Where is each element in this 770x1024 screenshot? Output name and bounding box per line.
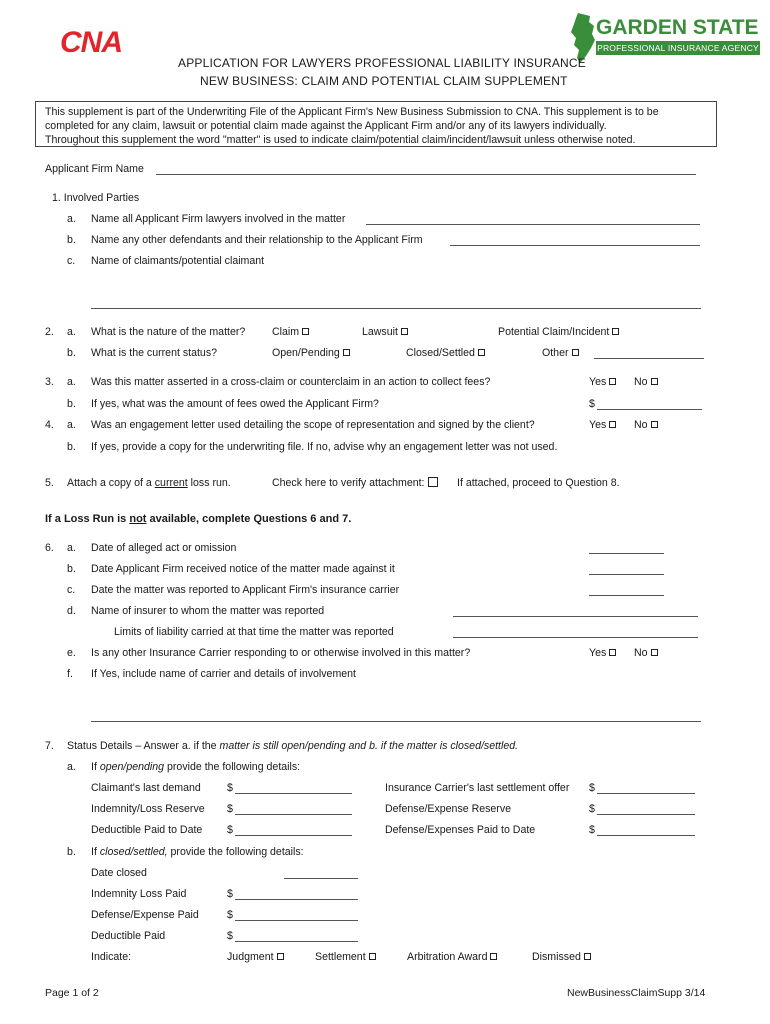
q2b-letter: b. [67,347,76,359]
defense-reserve-label: Defense/Expense Reserve [385,803,512,815]
q1a-letter: a. [67,213,76,225]
indemnity-reserve-dollar: $ [227,803,233,815]
q4b-letter: b. [67,441,76,453]
form-code: NewBusinessClaimSupp 3/14 [567,987,706,999]
q6a-text: Date of alleged act or omission [91,542,237,554]
q7b-text [91,846,304,858]
q1b-field[interactable] [450,245,700,246]
q2-claim-label: Claim [272,326,300,338]
q2-lawsuit-label: Lawsuit [362,326,398,338]
q6f-text: If Yes, include name of carrier and details of involvement [91,668,356,680]
defense-paid-dollar: $ [227,909,233,921]
q7b-italic: closed/settled, [99,846,168,858]
q5-text-current: current [154,477,188,489]
q2-other-label: Other [542,347,569,359]
q3b-text: If yes, what was the amount of fees owed the Applicant Firm? [91,398,379,410]
arbitration-option[interactable] [407,951,497,963]
q6-yes-label: Yes [589,647,607,659]
q6d-text: Name of insurer to whom the matter was reported [91,605,325,617]
settlement-option[interactable] [315,951,376,963]
q3-no-label: No [634,376,648,388]
q1c-field[interactable] [91,308,701,309]
q6-no-option[interactable] [634,647,658,659]
q5-attachment-checkbox[interactable] [428,477,438,487]
deductible-paid-date-dollar: $ [227,824,233,836]
q6b-letter: b. [67,563,76,575]
q5-check-option[interactable] [272,477,438,489]
q3-yes-option[interactable] [589,376,616,388]
q3b-letter: b. [67,398,76,410]
settlement-label: Settlement [315,951,366,963]
applicant-firm-field[interactable] [156,174,696,175]
q6-no-checkbox[interactable] [651,649,658,656]
q7-num: 7. [45,740,54,752]
q6d-field[interactable] [453,616,698,617]
q2-claim-option[interactable] [272,326,309,338]
intro-line: Throughout this supplement the word "matter" is used to indicate claim/potential claim/incident/lawsuit unless otherwise noted. [45,134,636,146]
q2a-letter: a. [67,326,76,338]
defense-paid-field[interactable] [235,920,358,921]
q3a-letter: a. [67,376,76,388]
q5-num: 5. [45,477,54,489]
q3-no-checkbox[interactable] [651,378,658,385]
q2a-text: What is the nature of the matter? [91,326,246,338]
arbitration-checkbox[interactable] [490,953,497,960]
loss-run-post: available, complete Questions 6 and 7. [146,513,352,525]
q1b-letter: b. [67,234,76,246]
q4-yes-label: Yes [589,419,607,431]
date-closed-field[interactable] [284,878,358,879]
deductible-paid-field[interactable] [235,941,358,942]
q6-no-label: No [634,647,648,659]
q6b-text: Date Applicant Firm received notice of the matter made against it [91,563,395,575]
claimant-demand-dollar: $ [227,782,233,794]
q2-potential-checkbox[interactable] [612,328,619,335]
q5-text [67,477,231,489]
q2-other-checkbox[interactable] [572,349,579,356]
q7a-pre: If [91,761,100,773]
indemnity-reserve-field[interactable] [235,814,352,815]
indicate-label: Indicate: [91,951,132,963]
defense-paid-date-field[interactable] [597,835,695,836]
settlement-checkbox[interactable] [369,953,376,960]
q1-label: 1. Involved Parties [52,192,140,204]
q3-no-option[interactable] [634,376,658,388]
q7b-letter: b. [67,846,76,858]
q6f-field[interactable] [91,721,701,722]
q6e-text: Is any other Insurance Carrier responding to or otherwise involved in this matter? [91,647,471,659]
q2-other-option[interactable] [542,347,579,359]
deductible-paid-date-field[interactable] [235,835,352,836]
q7-text [67,740,518,752]
q2-open-label: Open/Pending [272,347,340,359]
q2-closed-option[interactable] [406,347,485,359]
arbitration-label: Arbitration Award [407,951,488,963]
deductible-paid-dollar: $ [227,930,233,942]
dismissed-option[interactable] [532,951,591,963]
page-subtitle: NEW BUSINESS: CLAIM AND POTENTIAL CLAIM SUPPLEMENT [200,74,568,88]
loss-run-heading [45,513,351,525]
q6a-field[interactable] [589,553,664,554]
q2-other-field[interactable] [594,358,704,359]
defense-paid-label: Defense/Expense Paid [91,909,199,921]
q2-lawsuit-checkbox[interactable] [401,328,408,335]
carrier-offer-dollar: $ [589,782,595,794]
q3-yes-checkbox[interactable] [609,378,616,385]
indemnity-paid-dollar: $ [227,888,233,900]
page-title: APPLICATION FOR LAWYERS PROFESSIONAL LIABILITY INSURANCE [178,56,586,70]
q4a-text: Was an engagement letter used detailing the scope of representation and signed by the client? [91,419,535,431]
judgment-label: Judgment [227,951,274,963]
q7b-post: provide the following details: [167,846,304,858]
q6a-letter: a. [67,542,76,554]
q4-no-checkbox[interactable] [651,421,658,428]
gs-subtitle: PROFESSIONAL INSURANCE AGENCY [597,43,759,53]
intro-box [35,101,717,147]
judgment-checkbox[interactable] [277,953,284,960]
q3b-dollar: $ [589,398,595,410]
q5-after-text: If attached, proceed to Question 8. [457,477,620,489]
q4-yes-option[interactable] [589,419,616,431]
q4b-text: If yes, provide a copy for the underwriting file. If no, advise why an engagement letter was not used. [91,441,558,453]
defense-paid-date-label: Defense/Expenses Paid to Date [385,824,536,836]
q7a-post: provide the following details: [164,761,301,773]
defense-reserve-dollar: $ [589,803,595,815]
cna-logo: CNA [60,26,122,59]
q6f-letter: f. [67,668,73,680]
q3-yes-label: Yes [589,376,607,388]
q7-text-italic: matter is still open/pending and b. if the matter is closed/settled. [219,740,519,752]
date-closed-label: Date closed [91,867,147,879]
q6-yes-option[interactable] [589,647,616,659]
loss-run-pre: If a Loss Run is [45,513,130,525]
q6c-letter: c. [67,584,76,596]
indemnity-paid-label: Indemnity Loss Paid [91,888,187,900]
claimant-demand-field[interactable] [235,793,352,794]
dismissed-checkbox[interactable] [584,953,591,960]
applicant-firm-label: Applicant Firm Name [45,163,144,175]
q4-no-label: No [634,419,648,431]
judgment-option[interactable] [227,951,284,963]
q6d-limits-text: Limits of liability carried at that time the matter was reported [114,626,394,638]
q3b-field[interactable] [597,409,702,410]
defense-paid-date-dollar: $ [589,824,595,836]
q7-text-pre: Status Details – Answer a. if the [67,740,220,752]
q2-num: 2. [45,326,54,338]
q5-text-pre: Attach a copy of a [67,477,155,489]
carrier-offer-field[interactable] [597,793,695,794]
q2-potential-label: Potential Claim/Incident [498,326,610,338]
q1a-field[interactable] [366,224,700,225]
q6e-letter: e. [67,647,76,659]
q7b-pre: If [91,846,100,858]
page-number: Page 1 of 2 [45,987,99,999]
q2-closed-checkbox[interactable] [478,349,485,356]
q2-claim-checkbox[interactable] [302,328,309,335]
q2-lawsuit-option[interactable] [362,326,408,338]
q4-num: 4. [45,419,54,431]
q6c-text: Date the matter was reported to Applicant Firm's insurance carrier [91,584,400,596]
q3-num: 3. [45,376,54,388]
q5-text-post: loss run. [187,477,231,489]
q7a-letter: a. [67,761,76,773]
deductible-paid-date-label: Deductible Paid to Date [91,824,203,836]
q2b-text: What is the current status? [91,347,218,359]
q2-open-option[interactable] [272,347,350,359]
garden-state-logo [568,12,760,72]
q2-potential-option[interactable] [498,326,619,338]
gs-title: GARDEN STATE [596,16,759,39]
q5-check-label: Check here to verify attachment: [272,477,425,489]
deductible-paid-label: Deductible Paid [91,930,166,942]
q1a-text: Name all Applicant Firm lawyers involved in the matter [91,213,346,225]
indemnity-paid-field[interactable] [235,899,358,900]
q6c-field[interactable] [589,595,664,596]
intro-line: This supplement is part of the Underwriting File of the Applicant Firm's New Business Submission to CNA. This supplement is to be [45,106,659,118]
q6d-letter: d. [67,605,76,617]
q7a-italic: open/pending [99,761,165,773]
q1c-letter: c. [67,255,76,267]
loss-run-not: not [129,513,147,525]
intro-line: completed for any claim, lawsuit or potential claim made against the Applicant Firm and/or any of its lawyers individually. [45,120,607,132]
q4-no-option[interactable] [634,419,658,431]
q7a-text [91,761,300,773]
q6b-field[interactable] [589,574,664,575]
q4-yes-checkbox[interactable] [609,421,616,428]
defense-reserve-field[interactable] [597,814,695,815]
q6d-limits-field[interactable] [453,637,698,638]
q2-closed-label: Closed/Settled [406,347,475,359]
q1b-text: Name any other defendants and their relationship to the Applicant Firm [91,234,423,246]
q2-open-checkbox[interactable] [343,349,350,356]
q6-yes-checkbox[interactable] [609,649,616,656]
q6-num: 6. [45,542,54,554]
q4a-letter: a. [67,419,76,431]
dismissed-label: Dismissed [532,951,581,963]
indemnity-reserve-label: Indemnity/Loss Reserve [91,803,205,815]
carrier-offer-label: Insurance Carrier's last settlement offer [385,782,570,794]
claimant-demand-label: Claimant's last demand [91,782,201,794]
q1c-text: Name of claimants/potential claimant [91,255,265,267]
q3a-text: Was this matter asserted in a cross-claim or counterclaim in an action to collect fees? [91,376,491,388]
